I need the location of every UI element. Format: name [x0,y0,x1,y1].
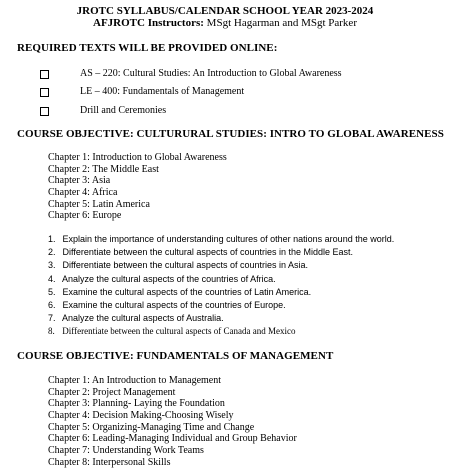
management-objective-heading: COURSE OBJECTIVE: FUNDAMENTALS OF MANAGEMENT [17,350,334,362]
cultural-chapter-list [48,152,227,222]
objective-number: 8. [48,326,55,337]
objective-number: 3. [48,260,56,271]
cultural-objectives-list [48,233,394,339]
objective-text: Differentiate between the cultural aspects of countries in the Middle East. [62,247,354,258]
instructors-names: MSgt Hagarman and MSgt Parker [206,17,357,29]
objective-text: Explain the importance of understanding cultures of other nations around the world. [62,234,395,244]
instructors-line [0,17,450,30]
chapter-item: Chapter 5: Organizing-Managing Time and Change [48,421,255,433]
objective-item [48,246,394,259]
objective-number: 7. [48,313,56,324]
objective-number: 1. [48,234,56,244]
objective-text: Analyze the cultural aspects of Australia. [62,313,224,324]
chapter-item: Chapter 6: Europe [48,210,122,222]
cultural-objective-heading: COURSE OBJECTIVE: CULTURURAL STUDIES: INTRO TO GLOBAL AWARENESS [17,128,444,140]
objective-item [48,259,394,272]
objective-text: Examine the cultural aspects of the countries of Latin America. [62,286,312,297]
management-chapter-list [48,375,297,469]
chapter-item: Chapter 2: Project Management [48,386,176,398]
checkbox-icon[interactable] [40,70,49,79]
chapter-item: Chapter 7: Understanding Work Teams [48,445,204,457]
objective-text: Examine the cultural aspects of the countries of Europe. [62,299,286,310]
chapter-item: Chapter 3: Asia [48,175,111,187]
required-text-item: Drill and Ceremonies [80,105,167,116]
objective-item [48,273,394,286]
required-text-item: AS – 220: Cultural Studies: An Introduction to Global Awareness [80,68,342,79]
objective-text: Analyze the cultural aspects of the countries of Africa. [62,273,276,284]
required-text-item: LE – 400: Fundamentals of Management [80,86,245,97]
objective-item [48,312,394,325]
objective-item [48,233,394,246]
objective-text: Differentiate between the cultural aspects of countries in Asia. [62,260,308,271]
objective-text: Differentiate between the cultural aspects of Canada and Mexico [62,326,296,337]
chapter-item: Chapter 4: Africa [48,187,118,199]
checkbox-icon[interactable] [40,107,49,116]
objective-item [48,299,394,312]
objective-item [48,325,394,338]
chapter-item: Chapter 8: Interpersonal Skills [48,456,171,468]
objective-number: 5. [48,286,56,297]
chapter-item: Chapter 2: The Middle East [48,163,159,175]
chapter-item: Chapter 1: An Introduction to Management [48,375,222,386]
chapter-item: Chapter 1: Introduction to Global Awareness [48,152,227,163]
chapter-item: Chapter 6: Leading-Managing Individual and Group Behavior [48,433,297,445]
checkbox-icon[interactable] [40,88,49,97]
objective-item [48,286,394,299]
chapter-item: Chapter 4: Decision Making-Choosing Wisely [48,410,234,422]
instructors-label: AFJROTC Instructors: [93,17,204,29]
chapter-item: Chapter 5: Latin America [48,198,150,210]
required-texts-heading: REQUIRED TEXTS WILL BE PROVIDED ONLINE: [17,42,278,54]
objective-number: 2. [48,247,56,258]
chapter-item: Chapter 3: Planning- Laying the Foundation [48,398,225,410]
objective-number: 4. [48,273,56,284]
objective-number: 6. [48,299,56,310]
document-title: JROTC SYLLABUS/CALENDAR SCHOOL YEAR 2023-2024 [76,5,374,17]
